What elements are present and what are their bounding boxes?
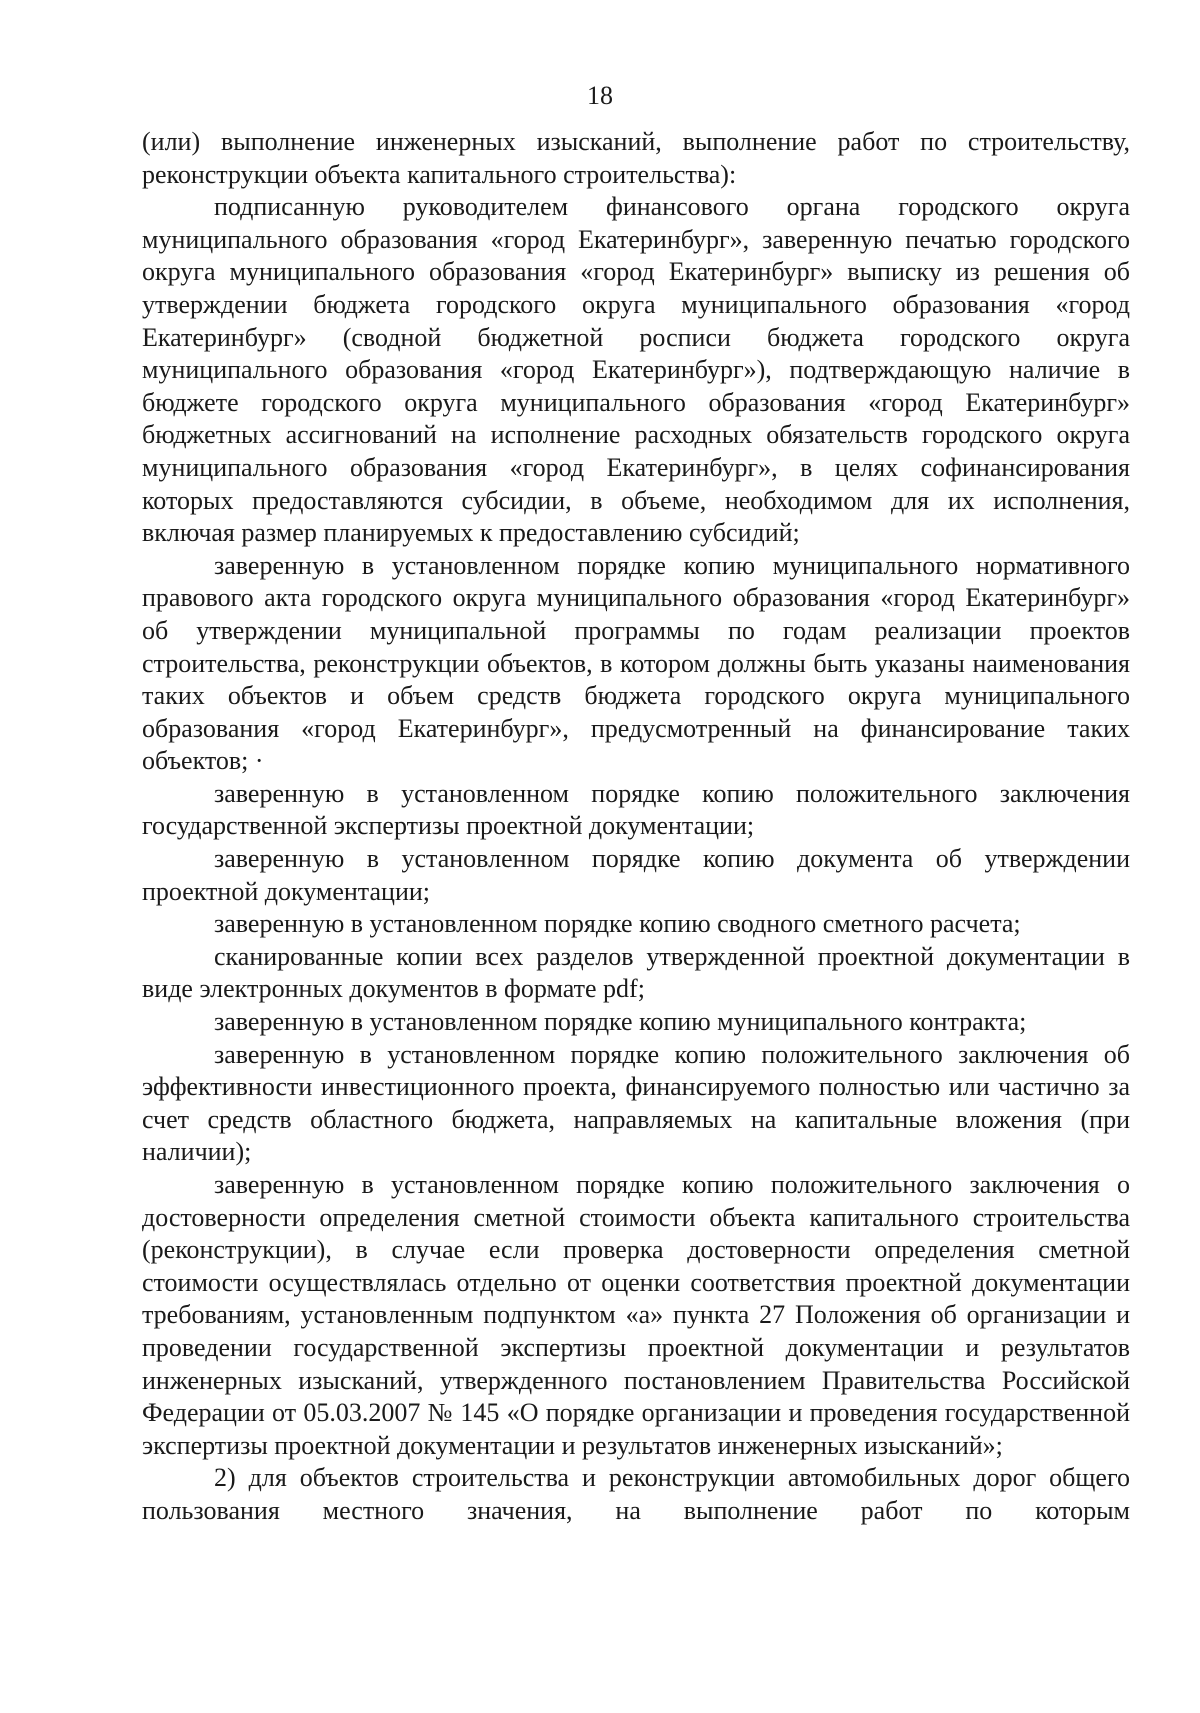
paragraph-8: заверенную в установленном порядке копию муниципального контракта;	[214, 1007, 1027, 1037]
paragraph-2: подписанную руководителем финансового органа городского округа муниципального образования «город Екатеринбург», заверенную печатью городского округа муниципального образования «город Екатеринбург» выписку из решения об утверждении бюджета городского округа муниципального образования «город Екатеринбург» (сводной бюджетной росписи бюджета городского округа муниципального образования «город Екатеринбург»), подтверждающую наличие в бюджете городского округа муниципального образования «город Екатеринбург» бюджетных ассигнований на исполнение расходных обязательств городского округа муниципального образования «город Екатеринбург», в целях софинансирования которых предоставляются субсидии, в объеме, необходимом для их исполнения, включая размер планируемых к предоставлению субсидий;	[142, 192, 1130, 548]
page-number: 18	[587, 81, 613, 110]
paragraph-1: (или) выполнение инженерных изысканий, выполнение работ по строительству, реконструкции объекта капитального строительства):	[142, 127, 1130, 189]
paragraph-11: 2) для объектов строительства и реконструкции автомобильных дорог общего пользования местного значения, на выполнение работ по которым	[142, 1463, 1130, 1525]
paragraph-10: заверенную в установленном порядке копию положительного заключения о достоверности определения сметной стоимости объекта капитального строительства (реконструкции), в случае если проверка достоверности определения сметной стоимости осуществлялась отдельно от оценки соответствия проектной документации требованиям, установленным подпунктом «а» пункта 27 Положения об организации и проведении государственной экспертизы проектной документации и результатов инженерных изысканий, утвержденного постановлением Правительства Российской Федерации от 05.03.2007 № 145 «О порядке организации и проведения государственной экспертизы проектной документации и результатов инженерных изысканий»;	[142, 1170, 1130, 1460]
paragraph-3: заверенную в установленном порядке копию муниципального нормативного правового акта городского округа муниципального образования «город Екатеринбург» об утверждении муниципальной программы по годам реализации проектов строительства, реконструкции объектов, в котором должны быть указаны наименования таких объектов и объем средств бюджета городского округа муниципального образования «город Екатеринбург», предусмотренный на финансирование таких объектов; ·	[142, 550, 1130, 776]
document-body	[142, 126, 1130, 1528]
paragraph-5: заверенную в установленном порядке копию документа об утверждении проектной документации;	[142, 844, 1130, 906]
paragraph-6: заверенную в установленном порядке копию сводного сметного расчета;	[214, 909, 1021, 939]
paragraph-4: заверенную в установленном порядке копию положительного заключения государственной экспертизы проектной документации;	[142, 778, 1130, 841]
paragraph-7: сканированные копии всех разделов утвержденной проектной документации в виде электронных документов в формате pdf;	[142, 941, 1130, 1004]
paragraph-9: заверенную в установленном порядке копию положительного заключения об эффективности инвестиционного проекта, финансируемого полностью или частично за счет средств областного бюджета, направляемых на капитальные вложения (при наличии);	[142, 1039, 1130, 1167]
